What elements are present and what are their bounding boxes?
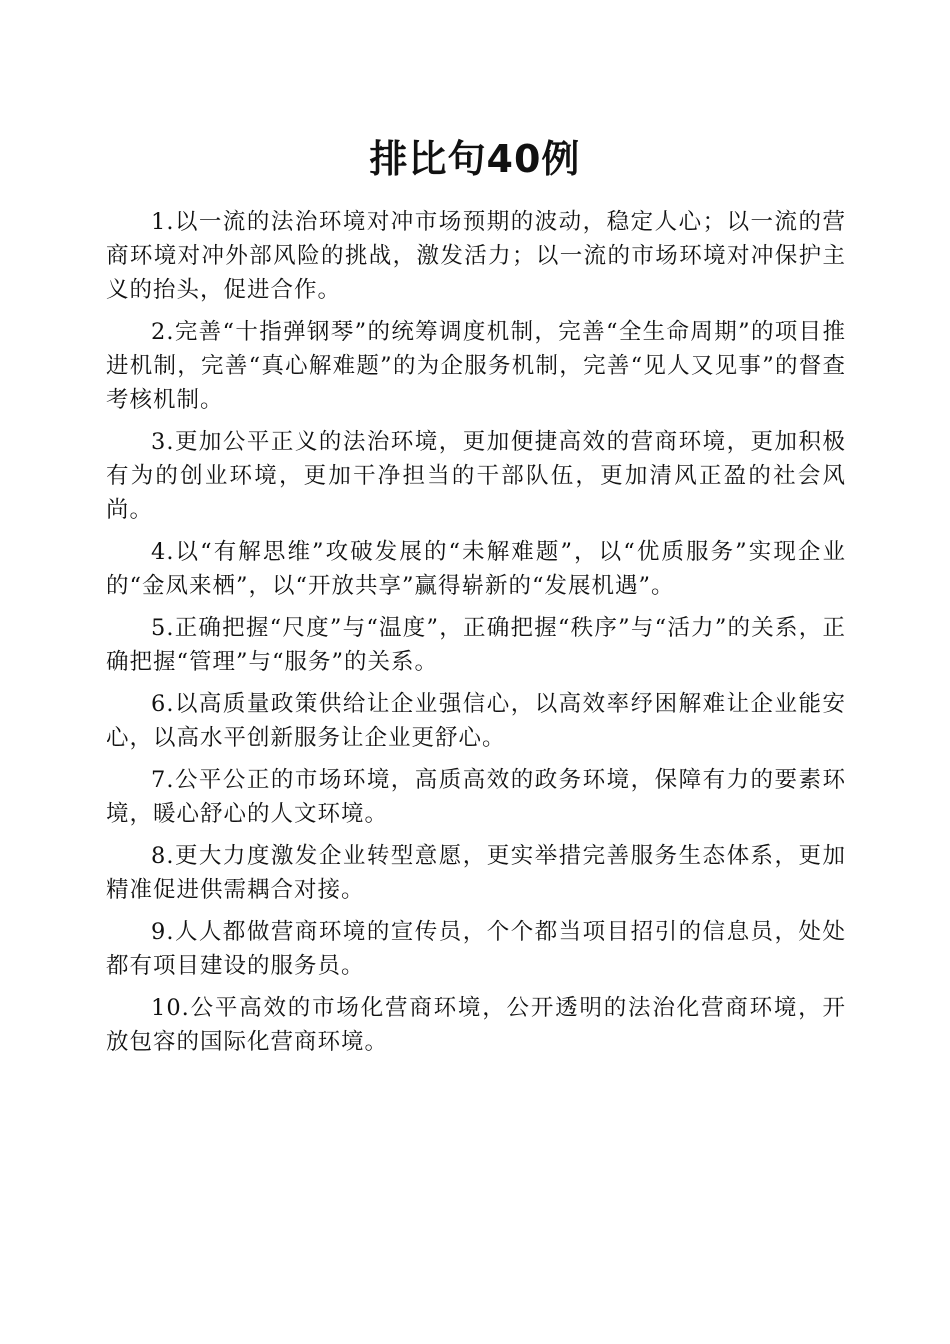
paragraph-8: 8.更大力度激发企业转型意愿，更实举措完善服务生态体系，更加精准促进供需耦合对接。: [106, 843, 846, 903]
paragraph-5: 5.正确把握“尺度”与“温度”，正确把握“秩序”与“活力”的关系，正确把握“管理”与“服务”的关系。: [106, 615, 846, 675]
paragraph-3: 3.更加公平正义的法治环境，更加便捷高效的营商环境，更加积极有为的创业环境，更加干净担当的干部队伍，更加清风正盈的社会风尚。: [106, 429, 846, 523]
paragraph-7: 7.公平公正的市场环境，高质高效的政务环境，保障有力的要素环境，暖心舒心的人文环境。: [106, 767, 846, 827]
document-body: [106, 205, 846, 1067]
page-title: 排比句40例: [369, 137, 581, 181]
paragraph-4: 4.以“有解思维”攻破发展的“未解难题”，以“优质服务”实现企业的“金凤来栖”，以“开放共享”赢得崭新的“发展机遇”。: [106, 539, 846, 599]
paragraph-9: 9.人人都做营商环境的宣传员，个个都当项目招引的信息员，处处都有项目建设的服务员。: [106, 919, 846, 979]
paragraph-6: 6.以高质量政策供给让企业强信心，以高效率纾困解难让企业能安心，以高水平创新服务让企业更舒心。: [106, 691, 846, 751]
paragraph-10: 10.公平高效的市场化营商环境，公开透明的法治化营商环境，开放包容的国际化营商环境。: [106, 995, 846, 1055]
paragraph-2: 2.完善“十指弹钢琴”的统筹调度机制，完善“全生命周期”的项目推进机制，完善“真心解难题”的为企服务机制，完善“见人又见事”的督查考核机制。: [106, 319, 846, 413]
paragraph-1: 1.以一流的法治环境对冲市场预期的波动，稳定人心；以一流的营商环境对冲外部风险的挑战，激发活力；以一流的市场环境对冲保护主义的抬头，促进合作。: [106, 209, 846, 303]
